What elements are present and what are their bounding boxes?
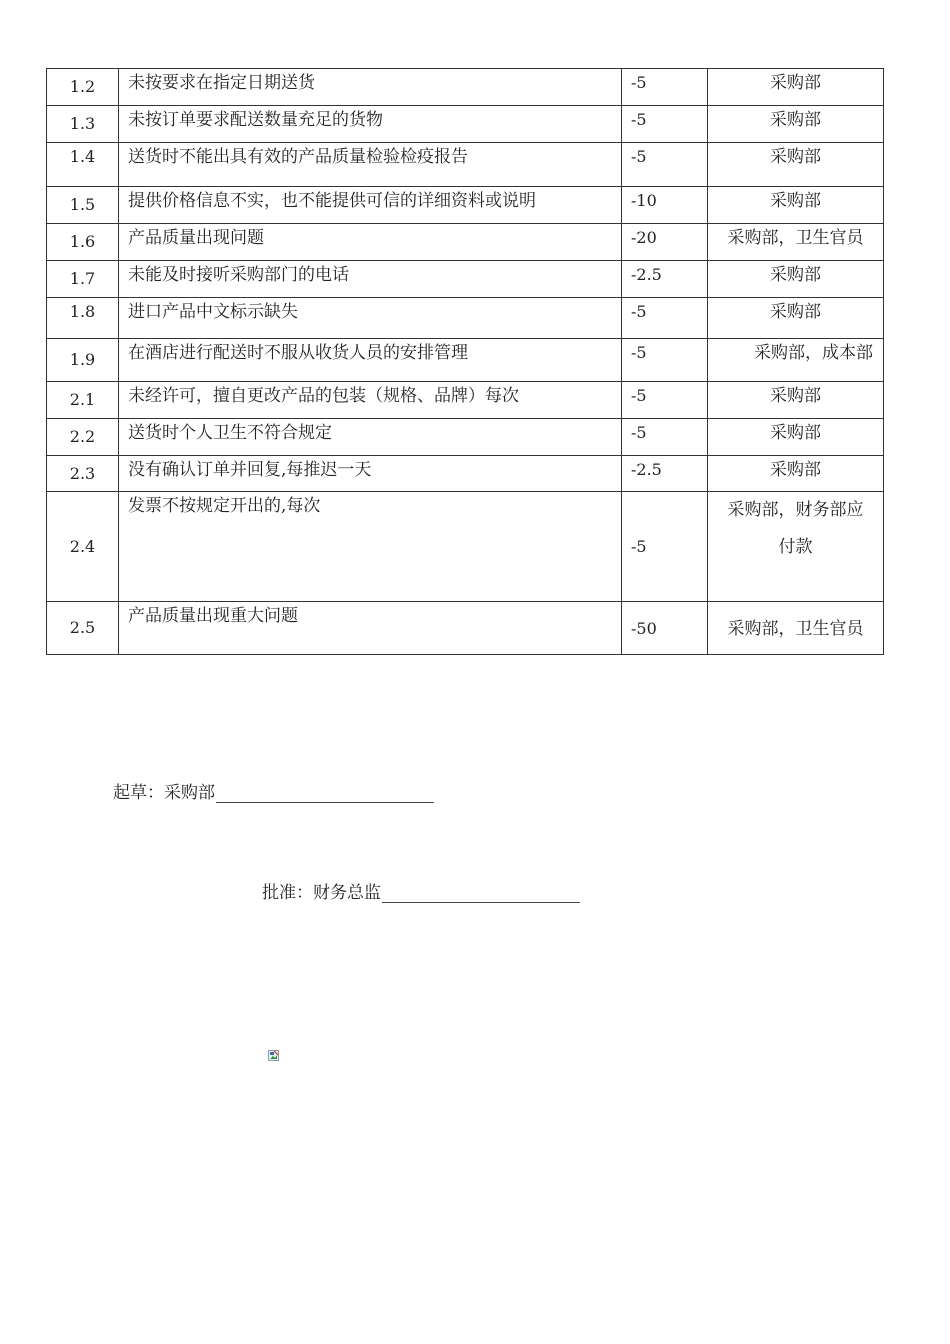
item-description: 提供价格信息不实，也不能提供可信的详细资料或说明 [119, 187, 622, 224]
department-line-1: 采购部，财务部应 [727, 500, 864, 520]
item-number: 1.7 [47, 261, 119, 298]
item-number: 2.1 [47, 382, 119, 419]
penalty-table [46, 68, 884, 655]
item-number: 2.3 [47, 456, 119, 492]
table-row [47, 492, 884, 602]
item-description: 未能及时接听采购部门的电话 [119, 261, 622, 298]
item-score: -5 [622, 419, 708, 456]
item-description: 产品质量出现问题 [119, 224, 622, 261]
item-department: 采购部 [708, 261, 884, 298]
table-row [47, 298, 884, 339]
table-row [47, 602, 884, 655]
table-row [47, 106, 884, 143]
item-score: -5 [622, 339, 708, 382]
item-score: -50 [622, 602, 708, 655]
item-description: 送货时个人卫生不符合规定 [119, 419, 622, 456]
item-department: 采购部 [708, 143, 884, 187]
item-number: 1.5 [47, 187, 119, 224]
item-description: 没有确认订单并回复,每推迟一天 [119, 456, 622, 492]
item-score: -5 [622, 143, 708, 187]
item-description: 未按订单要求配送数量充足的货物 [119, 106, 622, 143]
item-score: -5 [622, 298, 708, 339]
item-department [708, 492, 884, 602]
table-row [47, 382, 884, 419]
item-number: 2.2 [47, 419, 119, 456]
item-department: 采购部 [708, 106, 884, 143]
item-description: 在酒店进行配送时不服从收货人员的安排管理 [119, 339, 622, 382]
draft-signature-line[interactable] [216, 784, 434, 803]
item-number: 1.4 [47, 143, 119, 187]
item-number: 2.4 [47, 492, 119, 602]
item-number: 2.5 [47, 602, 119, 655]
item-number: 1.6 [47, 224, 119, 261]
table-row [47, 339, 884, 382]
item-department: 采购部 [708, 456, 884, 492]
draft-label: 起草：采购部 [113, 783, 215, 803]
table-row [47, 143, 884, 187]
item-description: 进口产品中文标示缺失 [119, 298, 622, 339]
item-score: -5 [622, 106, 708, 143]
item-score: -10 [622, 187, 708, 224]
item-department: 采购部，卫生官员 [708, 224, 884, 261]
item-score: -5 [622, 492, 708, 602]
approve-signature-line[interactable] [382, 884, 580, 903]
item-number: 1.2 [47, 69, 119, 106]
item-number: 1.8 [47, 298, 119, 339]
item-department: 采购部 [708, 187, 884, 224]
item-department: 采购部 [708, 298, 884, 339]
item-description: 产品质量出现重大问题 [119, 602, 622, 655]
table-row [47, 456, 884, 492]
approve-signature [262, 878, 580, 903]
item-score: -5 [622, 382, 708, 419]
approve-label: 批准：财务总监 [262, 883, 381, 903]
table-row [47, 187, 884, 224]
item-score: -2.5 [622, 261, 708, 298]
item-description: 送货时不能出具有效的产品质量检验检疫报告 [119, 143, 622, 187]
item-number: 1.9 [47, 339, 119, 382]
broken-image-icon [268, 1050, 279, 1061]
table-row [47, 69, 884, 106]
draft-signature [113, 778, 434, 803]
item-score: -2.5 [622, 456, 708, 492]
department-line-2: 付款 [778, 537, 813, 557]
item-department: 采购部，卫生官员 [708, 602, 884, 655]
item-department: 采购部，成本部 [708, 339, 884, 382]
item-score: -5 [622, 69, 708, 106]
item-description: 发票不按规定开出的,每次 [119, 492, 622, 602]
table-row [47, 419, 884, 456]
table-row [47, 224, 884, 261]
item-score: -20 [622, 224, 708, 261]
item-department: 采购部 [708, 419, 884, 456]
item-description: 未经许可，擅自更改产品的包装（规格、品牌）每次 [119, 382, 622, 419]
item-number: 1.3 [47, 106, 119, 143]
table-row [47, 261, 884, 298]
item-department: 采购部 [708, 382, 884, 419]
item-department: 采购部 [708, 69, 884, 106]
item-description: 未按要求在指定日期送货 [119, 69, 622, 106]
